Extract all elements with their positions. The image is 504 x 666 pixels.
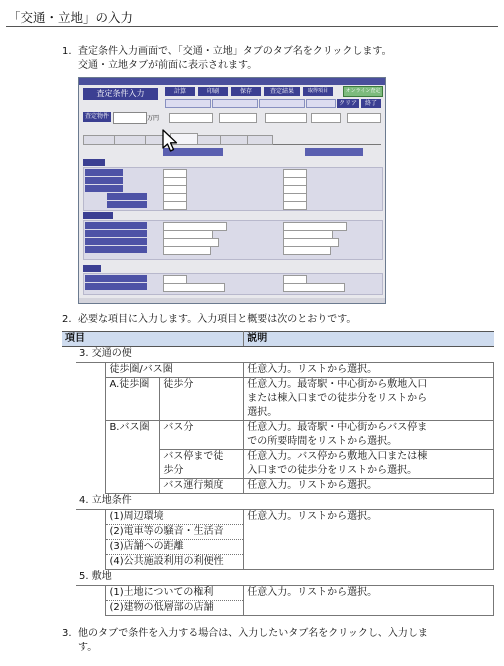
item-walk-area: A.徒歩圏 bbox=[106, 378, 160, 421]
row-label bbox=[85, 185, 123, 192]
field-c[interactable] bbox=[265, 113, 307, 123]
row-label bbox=[85, 246, 147, 253]
online-button[interactable]: オンライン査定 bbox=[343, 86, 383, 97]
row-label bbox=[107, 201, 147, 208]
item-line: 歩分 bbox=[163, 465, 184, 476]
table-row bbox=[62, 421, 494, 450]
desc-site: 任意入力。リストから選択。 bbox=[244, 586, 494, 616]
step-3 bbox=[62, 627, 428, 641]
item-bus-stop-walk bbox=[160, 450, 244, 479]
row-label bbox=[85, 275, 147, 282]
clear-button[interactable]: クリア bbox=[338, 100, 357, 107]
group-location: 4. 立地条件 bbox=[76, 494, 494, 510]
app-titlebar bbox=[79, 78, 385, 85]
tab-2[interactable] bbox=[114, 135, 146, 145]
header-item: 項目 bbox=[62, 332, 244, 347]
select-box[interactable] bbox=[163, 246, 211, 255]
title-rule bbox=[6, 26, 498, 27]
table-row bbox=[62, 378, 494, 421]
sub-button-4[interactable] bbox=[306, 99, 336, 108]
row-label bbox=[85, 222, 147, 229]
status-bar bbox=[79, 298, 385, 303]
app-screenshot bbox=[78, 77, 386, 304]
desc-walk-minutes bbox=[244, 378, 494, 421]
tab-1[interactable] bbox=[83, 135, 115, 145]
property-field[interactable] bbox=[113, 112, 147, 124]
tab-6[interactable] bbox=[220, 135, 248, 145]
table-row bbox=[62, 510, 494, 525]
desc-line: 任意入力。バス停から敷地入口または棟 bbox=[247, 451, 428, 462]
save-button[interactable]: 保存 bbox=[231, 87, 261, 96]
result-button[interactable]: 査定結果 bbox=[264, 87, 300, 96]
select-box[interactable] bbox=[163, 201, 187, 210]
tab-5[interactable] bbox=[197, 135, 221, 145]
item-bus-area: B.バス圏 bbox=[106, 421, 160, 494]
end-button[interactable]: 終了 bbox=[361, 99, 381, 108]
desc-line: での所要時間をリストから選択。 bbox=[247, 436, 398, 447]
field-b[interactable] bbox=[219, 113, 257, 123]
group-row bbox=[62, 347, 494, 363]
step-1 bbox=[62, 45, 392, 59]
item-line: バス停まで徒 bbox=[163, 451, 224, 462]
row-label bbox=[85, 230, 147, 237]
table-header-row bbox=[62, 332, 494, 347]
field-a[interactable] bbox=[169, 113, 213, 123]
step-3-number: 3. bbox=[62, 628, 72, 639]
row-label bbox=[85, 169, 123, 176]
desc-bus-stop-walk bbox=[244, 450, 494, 479]
item-land-rights: (1)土地についての権利 bbox=[106, 586, 244, 601]
select-box[interactable] bbox=[283, 201, 307, 210]
right-panel-header bbox=[305, 148, 363, 156]
group-transport: 3. 交通の便 bbox=[76, 347, 494, 363]
group-row bbox=[62, 494, 494, 510]
desc-walk-bus: 任意入力。リストから選択。 bbox=[244, 363, 494, 378]
desc-line: 任意入力。最寄駅・中心街からバス停ま bbox=[247, 422, 428, 433]
calc-button[interactable]: 計算 bbox=[165, 87, 195, 96]
group-row bbox=[62, 570, 494, 586]
step-3-continued: す。 bbox=[78, 642, 98, 653]
step-2 bbox=[62, 313, 356, 327]
step-2-text: 必要な項目に入力します。入力項目と概要は次のとおりです。 bbox=[78, 314, 357, 325]
row-label bbox=[85, 238, 147, 245]
mouse-cursor-icon bbox=[162, 129, 180, 153]
section-title: 「交通・立地」の入力 bbox=[8, 10, 134, 25]
table-row bbox=[62, 363, 494, 378]
desc-line: 任意入力。最寄駅・中心街から敷地入口 bbox=[247, 379, 428, 390]
item-environment: (1)周辺環境 bbox=[106, 510, 244, 525]
select-box[interactable] bbox=[283, 283, 345, 292]
select-box[interactable] bbox=[283, 246, 331, 255]
desc-line: 選択。 bbox=[247, 407, 278, 418]
desc-bus-frequency: 任意入力。リストから選択。 bbox=[244, 479, 494, 494]
item-public-facility: (4)公共施設利用の利便性 bbox=[106, 555, 244, 570]
header-description: 説明 bbox=[244, 332, 494, 347]
select-box[interactable] bbox=[163, 283, 225, 292]
step-1-text: 査定条件入力画面で、「交通・立地」タブのタブ名をクリックします。 bbox=[78, 46, 392, 57]
item-noise: (2)電車等の騒音・生活音 bbox=[106, 525, 244, 540]
item-walk-bus: 徒歩圏/バス圏 bbox=[106, 363, 244, 378]
step-1-result: 交通・立地タブが前面に表示されます。 bbox=[78, 60, 258, 71]
input-items-table bbox=[62, 331, 494, 616]
row-label bbox=[85, 283, 147, 290]
row-label bbox=[107, 193, 147, 200]
field-e[interactable] bbox=[347, 113, 381, 123]
step-1-number: 1. bbox=[62, 46, 72, 57]
row-label bbox=[85, 177, 123, 184]
tab-7[interactable] bbox=[247, 135, 273, 145]
sub-button-2[interactable] bbox=[212, 99, 258, 108]
group-site: 5. 敷地 bbox=[76, 570, 494, 586]
print-button[interactable]: 印刷 bbox=[198, 87, 228, 96]
step-3-text: 他のタブで条件を入力する場合は、入力したいタブ名をクリックし、入力しま bbox=[78, 628, 428, 639]
section-2-header bbox=[83, 212, 113, 219]
sub-button-1[interactable] bbox=[165, 99, 211, 108]
step-2-number: 2. bbox=[62, 314, 72, 325]
fetch-button[interactable]: 取得項目 bbox=[303, 87, 333, 96]
item-low-floor-shops: (2)建物の低層部の店舗 bbox=[106, 601, 244, 616]
section-3-header bbox=[83, 265, 101, 272]
item-walk-minutes: 徒歩分 bbox=[160, 378, 244, 421]
section-1-header bbox=[83, 159, 105, 166]
item-bus-minutes: バス分 bbox=[160, 421, 244, 450]
item-shop-distance: (3)店舗への距離 bbox=[106, 540, 244, 555]
desc-line: 入口までの徒歩分をリストから選択。 bbox=[247, 465, 418, 476]
price-unit: 万円 bbox=[147, 115, 160, 122]
table-row bbox=[62, 586, 494, 601]
property-label: 査定物件 bbox=[84, 113, 109, 120]
item-bus-frequency: バス運行頻度 bbox=[160, 479, 244, 494]
desc-bus-minutes bbox=[244, 421, 494, 450]
field-d[interactable] bbox=[311, 113, 341, 123]
desc-location: 任意入力。リストから選択。 bbox=[244, 510, 494, 570]
screen-title: 査定条件入力 bbox=[83, 88, 158, 100]
sub-button-3[interactable] bbox=[259, 99, 305, 108]
desc-line: または棟入口までの徒歩分をリストから bbox=[247, 393, 428, 404]
